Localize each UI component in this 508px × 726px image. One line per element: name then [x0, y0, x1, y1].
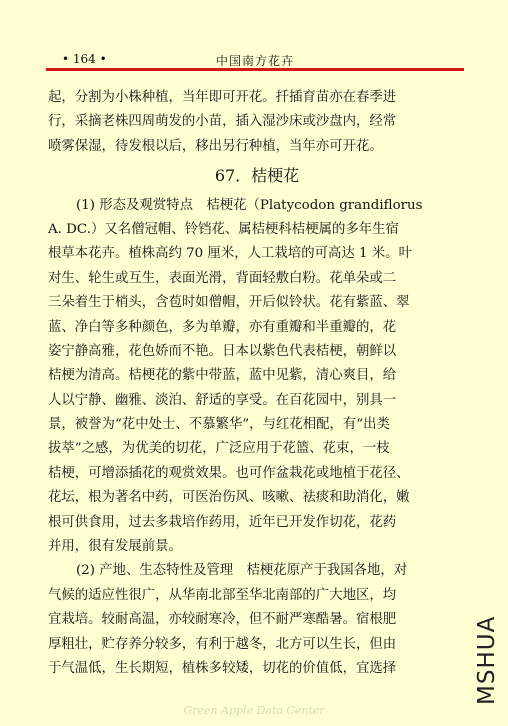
- text-line: 景，被誉为“花中处士、不慕繁华”，与红花相配，有“出类: [48, 417, 390, 433]
- text-line: 根可供食用，过去多栽培作药用，近年已开发作切花，花药: [48, 514, 397, 530]
- header-rule: [46, 68, 464, 71]
- text-line: 拔萃”之感，为优美的切花，广泛应用于花篮、花束，一枝: [48, 441, 390, 457]
- continued-paragraph: [48, 86, 466, 159]
- text-line: 于气温低，生长期短，植株多较矮，切花的价值低，宜选择: [48, 660, 397, 676]
- text-line: 并用，很有发展前景。: [48, 539, 182, 555]
- side-watermark: MSHUA: [474, 615, 500, 705]
- text-line: 喷雾保湿，待发根以后，移出另行种植，当年亦可开花。: [48, 138, 383, 154]
- running-header: [46, 52, 464, 68]
- bottom-watermark: Green Apple Data Center: [183, 704, 325, 717]
- section-heading: 67．桔梗花: [214, 166, 300, 186]
- text-line: 桔梗为清高。桔梗花的紫中带蓝，蓝中见紫，清心爽目，给: [48, 368, 397, 384]
- text-line: 桔梗，可增添插花的观赏效果。也可作盆栽花或地植于花径、: [48, 465, 410, 481]
- text-line: 气候的适应性很广，从华南北部至华北南部的广大地区，均: [48, 587, 397, 603]
- text-line: 起，分割为小株种植，当年即可开花。扦插育苗亦在春季进: [48, 90, 397, 105]
- text-line: 根草本花卉。植株高约 70 厘米，人工栽培的可高达 1 米。叶: [48, 246, 412, 262]
- text-line: 宜栽培。较耐高温，亦较耐寒冷，但不耐严寒酷暑。宿根肥: [48, 612, 397, 628]
- page-number: • 164 •: [62, 52, 107, 66]
- running-title: 中国南方花卉: [215, 54, 294, 68]
- text-line: 蓝、净白等多种颜色，多为单瓣，亦有重瓣和半重瓣的，花: [48, 319, 397, 335]
- text-line: 花坛，根为著名中药，可医治伤风、咳嗽、祛痰和助消化，嫩: [48, 490, 410, 506]
- body-text: [48, 86, 466, 681]
- paragraph-morphology: [48, 194, 466, 560]
- text-line: (2) 产地、生态特性及管理 桔梗花原产于我国各地，对: [76, 563, 408, 579]
- text-line: 姿宁静高雅，花色娇而不艳。日本以紫色代表桔梗，朝鲜以: [48, 343, 397, 359]
- text-line: 人以宁静、幽雅、淡泊、舒适的享受。在百花园中，别具一: [48, 392, 397, 408]
- text-line: 三朵着生于梢头，含苞时如僧帽，开后似铃状。花有紫蓝、翠: [48, 295, 410, 311]
- paragraph-ecology: [48, 559, 466, 681]
- text-line: (1) 形态及观赏特点 桔梗花（Platycodon grandiflorus: [76, 197, 423, 213]
- text-line: A. DC.）又名僧冠帽、铃铛花、属桔梗科桔梗属的多年生宿: [48, 221, 399, 237]
- text-line: 对生、轮生或互生，表面光滑，背面轻敷白粉。花单朵或二: [48, 270, 397, 286]
- text-line: 行，采摘老株四周萌发的小苗，插入湿沙床或沙盘内，经常: [48, 114, 397, 130]
- text-line: 厚粗壮，贮存养分较多，有利于越冬，北方可以生长，但由: [48, 636, 397, 652]
